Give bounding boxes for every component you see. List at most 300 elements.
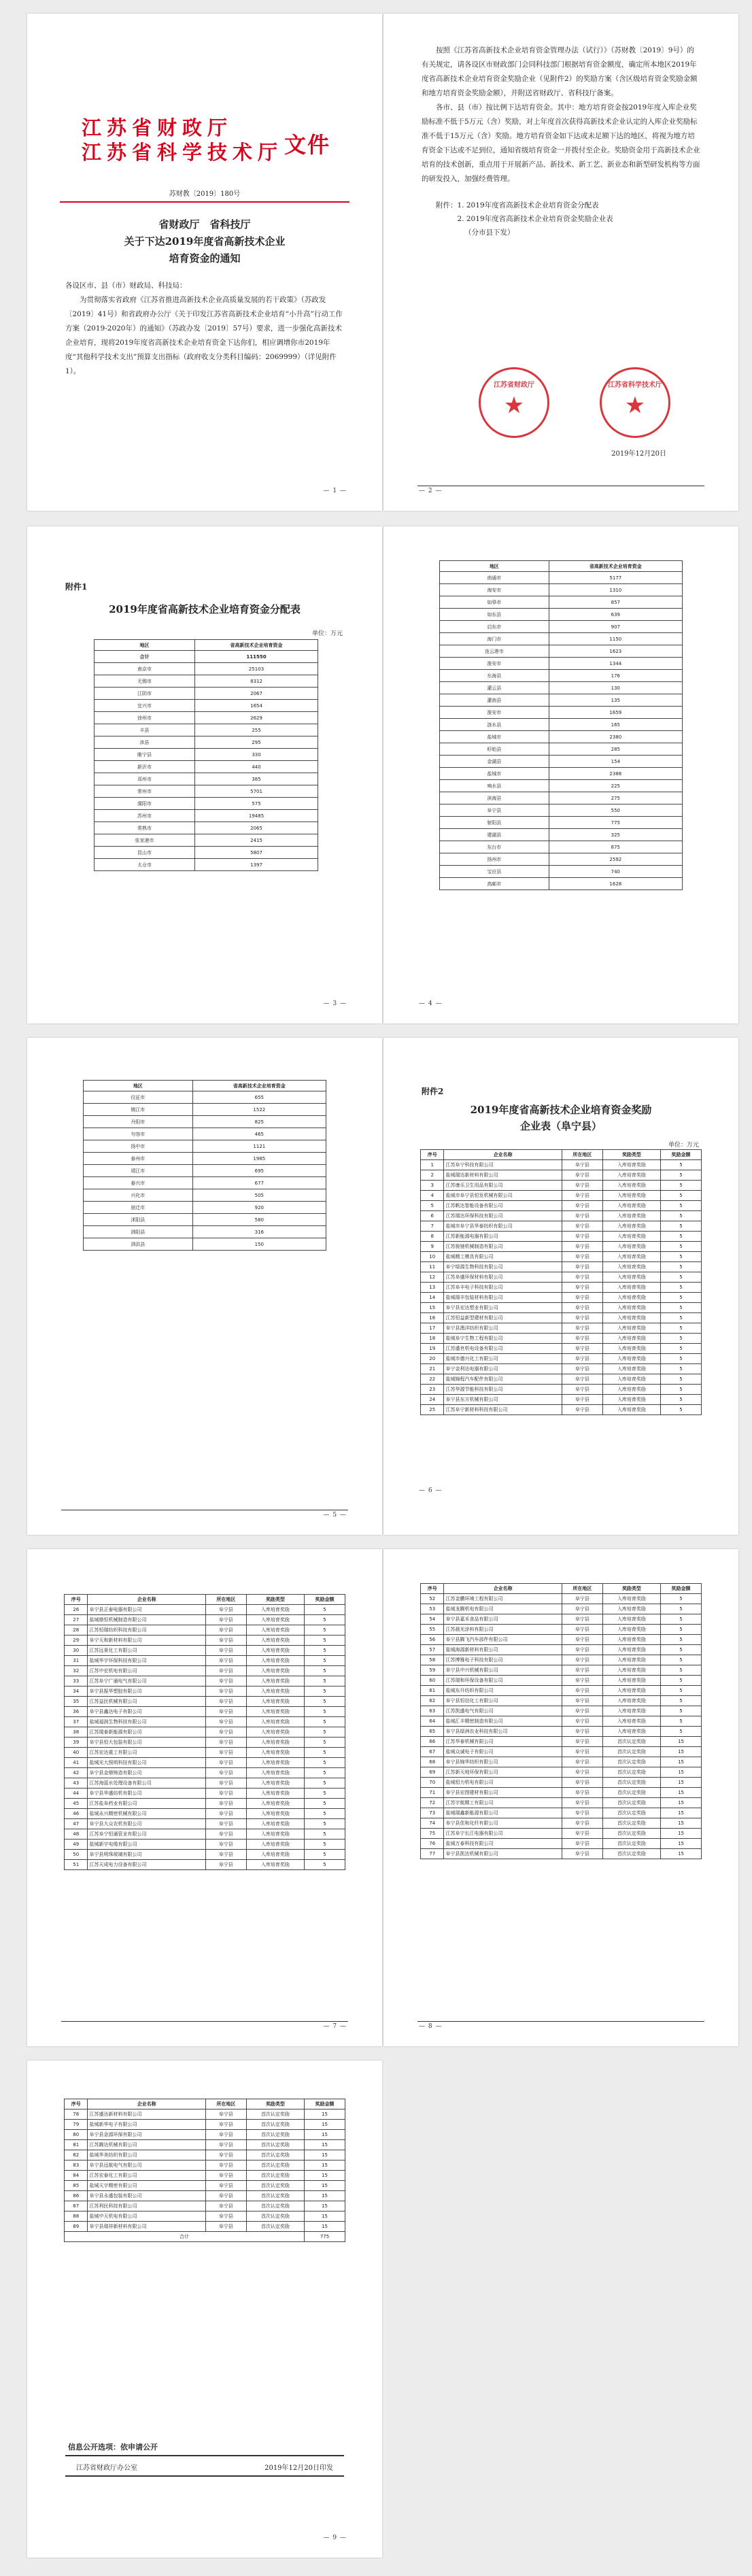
table-cell: 江苏盛达新材料有限公司 — [88, 2109, 205, 2120]
table-cell: 阜宁金利达电器有限公司 — [444, 1364, 562, 1374]
table-cell: 37 — [65, 1717, 88, 1727]
table-cell: 太仓市 — [95, 859, 195, 871]
table-row — [421, 1283, 702, 1293]
table-row — [421, 1354, 702, 1364]
table-cell: 阜宁县腾飞汽车部件有限公司 — [444, 1635, 562, 1645]
table-cell: 5 — [661, 1303, 702, 1313]
table-cell: 东海县 — [440, 670, 549, 682]
table-cell: 淮安市 — [440, 707, 549, 719]
table-cell: 靖江市 — [84, 1165, 193, 1177]
table-cell: 阜宁县恒信化工有限公司 — [444, 1696, 562, 1706]
table-cell: 5 — [305, 1656, 345, 1666]
table-row — [84, 1153, 326, 1165]
table-row — [421, 1334, 702, 1344]
column-header: 奖励金额 — [661, 1584, 702, 1594]
table-cell: 江苏海蓝水处理设备有限公司 — [88, 1778, 205, 1789]
table-row — [440, 584, 683, 596]
attachment-label: 附件2 — [422, 1087, 444, 1096]
table-cell: 阜宁县 — [562, 1364, 602, 1374]
table-cell: 入库培育奖励 — [602, 1181, 660, 1191]
page-number: — 1 — — [323, 488, 347, 494]
table-cell: 入库培育奖励 — [246, 1605, 304, 1615]
table-cell: 海安市 — [440, 584, 549, 596]
table-cell: 34 — [65, 1687, 88, 1697]
table-row — [440, 841, 683, 853]
table-row — [65, 2191, 345, 2201]
table-cell: 入库培育奖励 — [602, 1635, 660, 1645]
table-cell: 5 — [661, 1405, 702, 1415]
table-row — [65, 1840, 345, 1850]
paragraph-2: 各市、县（市）按比例下达培育资金。其中：地方培育资金按2019年度入库企业奖励标准不低于5万元（含）奖励，对上年度首次获得高新技术企业认定的入库企业奖励标准不低于15万元（含）奖励。地方培育资金如下达或未足额下达的地区，将视为地方培育资金下达或不足到位，通知省级培育资金一并拨付至企业。奖励资金用于高新技术企业培育的技术创新，重点用于开展新产品、新技术、新工艺、新业态和新型研发机构等方面的研发投入，加强经费管理。 — [422, 103, 700, 183]
table-row — [65, 2140, 345, 2150]
table-row — [440, 804, 683, 817]
table-cell: 25 — [421, 1405, 444, 1415]
table-row — [440, 743, 683, 756]
table-row — [421, 1747, 702, 1757]
table-cell: 18 — [421, 1334, 444, 1344]
table-cell: 阜宁县 — [562, 1767, 602, 1778]
table-cell: 入库培育奖励 — [602, 1696, 660, 1706]
table-cell: 盐城阜宁生物工程有限公司 — [444, 1334, 562, 1344]
table-cell: 首次认定奖励 — [246, 2191, 304, 2201]
table-cell: 15 — [421, 1303, 444, 1313]
column-header: 所在地区 — [562, 1584, 602, 1594]
table-cell: 5 — [305, 1758, 345, 1768]
table-cell: 58 — [421, 1655, 444, 1665]
table-cell: 85 — [65, 2181, 88, 2191]
table-row — [440, 719, 683, 731]
table-cell: 2067 — [195, 688, 318, 700]
table-cell: 5 — [661, 1727, 702, 1737]
table-cell: 盐城新华电子有限公司 — [88, 2120, 205, 2130]
table-cell: 入库培育奖励 — [602, 1716, 660, 1727]
table-row — [65, 1819, 345, 1829]
table-cell: 5 — [661, 1181, 702, 1191]
table-cell: 灌云县 — [440, 682, 549, 694]
table-cell: 宿迁市 — [84, 1202, 193, 1214]
table-cell: 5 — [661, 1706, 702, 1716]
table-cell: 阜宁县 — [562, 1839, 602, 1849]
table-cell: 首次认定奖励 — [246, 2201, 304, 2211]
footer-rule-bottom — [65, 2475, 344, 2477]
table-cell: 首次认定奖励 — [246, 2140, 304, 2150]
table-cell: 首次认定奖励 — [602, 1829, 660, 1839]
table-row — [421, 1252, 702, 1262]
table-cell: 15 — [305, 2150, 345, 2160]
table-row — [95, 736, 318, 749]
table-cell: 51 — [65, 1860, 88, 1870]
table-cell: 阜宁县 — [205, 2160, 246, 2171]
table-cell: 39 — [65, 1738, 88, 1748]
table-cell: 49 — [65, 1840, 88, 1850]
table-row — [421, 1808, 702, 1818]
table-cell: 泗洪县 — [84, 1238, 193, 1251]
table-cell: 盐城海源新材料有限公司 — [444, 1645, 562, 1655]
table-cell: 54 — [421, 1614, 444, 1625]
table-row — [440, 866, 683, 878]
table-cell: 30 — [65, 1646, 88, 1656]
table-cell: 5 — [305, 1768, 345, 1778]
table-cell: 5 — [661, 1645, 702, 1655]
table-row — [421, 1686, 702, 1696]
table-cell: 1397 — [195, 859, 318, 871]
table-cell: 825 — [192, 1116, 326, 1128]
table-cell: 镇江市 — [84, 1104, 193, 1116]
table-row — [65, 2109, 345, 2120]
table-cell: 阜宁县 — [205, 1840, 246, 1850]
table-cell: 15 — [305, 2140, 345, 2150]
table-cell: 5 — [305, 1819, 345, 1829]
table-cell: 83 — [65, 2160, 88, 2171]
table-cell: 盐城光大照明科技有限公司 — [88, 1758, 205, 1768]
table-row — [65, 1625, 345, 1636]
table-row — [95, 749, 318, 761]
table-cell: 13 — [421, 1283, 444, 1293]
table-cell: 阜宁县 — [562, 1385, 602, 1395]
table-cell: 阜宁县 — [205, 1778, 246, 1789]
table-cell: 5 — [305, 1738, 345, 1748]
table-cell: 15 — [661, 1798, 702, 1808]
table-row — [65, 2211, 345, 2222]
table-row — [65, 1646, 345, 1656]
table-cell: 19485 — [195, 810, 318, 822]
table-cell: 82 — [65, 2150, 88, 2160]
table-cell: 75 — [421, 1829, 444, 1839]
table-cell: 15 — [305, 2201, 345, 2211]
table-cell: 入库培育奖励 — [246, 1646, 304, 1656]
table-cell: 如皋市 — [440, 596, 549, 609]
table-cell: 295 — [195, 736, 318, 749]
table-cell: 阜宁县 — [562, 1405, 602, 1415]
table-cell: 阜宁县 — [562, 1334, 602, 1344]
table-cell: 5 — [661, 1323, 702, 1334]
table-row — [421, 1829, 702, 1839]
table-cell: 入库培育奖励 — [602, 1706, 660, 1716]
table-cell: 15 — [661, 1737, 702, 1747]
table-cell: 首次认定奖励 — [246, 2222, 304, 2232]
table-cell: 5 — [305, 1829, 345, 1840]
table-cell: 775 — [549, 817, 682, 829]
table-cell: 5 — [661, 1232, 702, 1242]
table-cell: 入库培育奖励 — [602, 1374, 660, 1385]
column-header: 奖励金额 — [305, 1595, 345, 1605]
table-cell: 15 — [661, 1849, 702, 1859]
table-cell: 阜宁县 — [205, 1636, 246, 1646]
table-cell: 5 — [661, 1665, 702, 1676]
table-row — [421, 1727, 702, 1737]
table-cell: 53 — [421, 1604, 444, 1614]
table-row — [65, 1605, 345, 1615]
table-cell: 入库培育奖励 — [246, 1615, 304, 1625]
table-cell: 阜宁县 — [205, 2150, 246, 2160]
table-cell: 阜宁县 — [562, 1232, 602, 1242]
table-cell: 677 — [192, 1177, 326, 1189]
table-row — [421, 1676, 702, 1686]
table-cell: 阜宁县 — [205, 1676, 246, 1687]
total-label: 合计 — [65, 2232, 305, 2242]
column-header: 奖励类型 — [602, 1584, 660, 1594]
table-cell: 16 — [421, 1313, 444, 1323]
table-row — [421, 1221, 702, 1232]
red-divider — [60, 201, 349, 203]
table-cell: 阜宁县 — [205, 1707, 246, 1717]
table-cell: 阜宁县 — [562, 1737, 602, 1747]
table-cell: 阜宁县 — [562, 1354, 602, 1364]
table-cell: 盐城万泰科技有限公司 — [444, 1839, 562, 1849]
table-row — [421, 1323, 702, 1334]
table-cell: 阜宁县 — [205, 1829, 246, 1840]
table-cell: 15 — [305, 2191, 345, 2201]
table-row — [95, 688, 318, 700]
table-cell: 150 — [192, 1238, 326, 1251]
table-cell: 阜宁县 — [562, 1201, 602, 1211]
table-row — [65, 1738, 345, 1748]
table-cell: 盐城市 — [440, 731, 549, 743]
table-cell: 入库培育奖励 — [602, 1232, 660, 1242]
table-cell: 5 — [305, 1625, 345, 1636]
table-cell: 857 — [549, 596, 682, 609]
table-row — [84, 1165, 326, 1177]
table-cell: 入库培育奖励 — [602, 1354, 660, 1364]
table-cell: 5 — [661, 1242, 702, 1252]
table-cell: 入库培育奖励 — [246, 1799, 304, 1809]
table-cell: 5 — [661, 1211, 702, 1221]
table-cell: 阜宁县 — [205, 2201, 246, 2211]
table-cell: 550 — [549, 804, 682, 817]
table-cell: 阜宁县 — [562, 1757, 602, 1767]
table-cell: 5 — [661, 1293, 702, 1303]
table-cell: 阜宁县宏图建材有限公司 — [444, 1788, 562, 1798]
table-cell: 655 — [192, 1091, 326, 1104]
table-cell: 淮安市 — [440, 658, 549, 670]
table-row — [440, 792, 683, 804]
title-line-3: 培育资金的通知 — [169, 252, 241, 265]
table-cell: 5 — [661, 1594, 702, 1604]
table-cell: 入库培育奖励 — [246, 1819, 304, 1829]
table-cell: 江苏阜宁长江电器有限公司 — [444, 1829, 562, 1839]
table-cell: 海门市 — [440, 633, 549, 645]
table-cell: 440 — [195, 761, 318, 773]
table-row — [65, 2171, 345, 2181]
table-cell: 66 — [421, 1737, 444, 1747]
table-cell: 入库培育奖励 — [602, 1221, 660, 1232]
document-page-8 — [383, 1549, 738, 2046]
table-cell: 385 — [195, 773, 318, 785]
table-cell: 入库培育奖励 — [246, 1850, 304, 1860]
table-cell: 入库培育奖励 — [246, 1636, 304, 1646]
table-cell: 77 — [421, 1849, 444, 1859]
table-cell: 5701 — [195, 785, 318, 798]
table-cell: 907 — [549, 621, 682, 633]
table-row — [65, 2222, 345, 2232]
table-cell: 阜宁县 — [562, 1614, 602, 1625]
table-cell: 阜宁县 — [562, 1818, 602, 1829]
table-cell: 7 — [421, 1221, 444, 1232]
page-number: — 9 — — [323, 2535, 347, 2541]
table-cell: 5 — [305, 1799, 345, 1809]
table-cell: 首次认定奖励 — [246, 2171, 304, 2181]
table-cell: 首次认定奖励 — [602, 1757, 660, 1767]
column-header: 所在地区 — [562, 1150, 602, 1160]
table-row — [421, 1201, 702, 1211]
table-row — [84, 1214, 326, 1226]
table-cell: 阜宁县 — [562, 1594, 602, 1604]
table-row — [84, 1091, 326, 1104]
table-row — [65, 1727, 345, 1738]
table-cell: 盐城市德兴化工有限公司 — [444, 1354, 562, 1364]
table-cell: 入库培育奖励 — [602, 1201, 660, 1211]
table-cell: 盐城天宇精密有限公司 — [88, 2181, 205, 2191]
table-cell: 盐城瑞达新材料有限公司 — [444, 1170, 562, 1181]
table-cell: 阜宁县 — [562, 1676, 602, 1686]
table-cell: 首次认定奖励 — [602, 1778, 660, 1788]
page-number: — 5 — — [323, 1512, 347, 1519]
table-cell: 合计 — [95, 651, 195, 663]
table-cell: 阜宁县正泰电器有限公司 — [88, 1605, 205, 1615]
document-number: 苏财教〔2019〕180号 — [169, 190, 241, 198]
table-cell: 阜宁县 — [205, 1748, 246, 1758]
document-page-4 — [383, 526, 738, 1023]
table-cell: 首次认定奖励 — [602, 1808, 660, 1818]
table-row — [440, 694, 683, 707]
table-cell: 阜宁县凯达机械有限公司 — [444, 1849, 562, 1859]
column-header: 所在地区 — [205, 1595, 246, 1605]
table-row — [421, 1170, 702, 1181]
attachment-2: 2. 2019年度省高新技术企业培育资金奖励企业表 — [457, 215, 613, 223]
table-cell: 江苏恒瑞纺织科技有限公司 — [88, 1625, 205, 1636]
table-cell: 5807 — [195, 847, 318, 859]
table-cell: 60 — [421, 1676, 444, 1686]
table-row — [421, 1665, 702, 1676]
table-cell: 首次认定奖励 — [246, 2160, 304, 2171]
column-header-region: 地区 — [95, 640, 195, 651]
table-cell: 宜兴市 — [95, 700, 195, 712]
table-cell: 阜宁县 — [562, 1665, 602, 1676]
page-number: — 3 — — [323, 1000, 347, 1007]
table-cell: 江苏益民机械有限公司 — [88, 1697, 205, 1707]
table-cell: 入库培育奖励 — [602, 1686, 660, 1696]
table-cell: 入库培育奖励 — [602, 1604, 660, 1614]
table-cell: 阜宁绿源生物科技有限公司 — [444, 1262, 562, 1272]
table-cell: 灌南县 — [440, 694, 549, 707]
table-cell: 63 — [421, 1706, 444, 1716]
table-cell: 1654 — [195, 700, 318, 712]
table-cell: 盐城市 — [440, 768, 549, 780]
table-cell: 2415 — [195, 834, 318, 847]
table-cell: 滨海县 — [440, 792, 549, 804]
column-header: 企业名称 — [444, 1150, 562, 1160]
table-cell: 5 — [661, 1334, 702, 1344]
table-cell: 阜宁县 — [562, 1829, 602, 1839]
table-cell: 阜宁县金鼎铸造有限公司 — [88, 1768, 205, 1778]
table-cell: 78 — [65, 2109, 88, 2120]
page-number: — 2 — — [419, 488, 443, 494]
table-cell: 江苏新天地环保有限公司 — [444, 1767, 562, 1778]
table-cell: 639 — [549, 609, 682, 621]
table-cell: 135 — [549, 694, 682, 707]
table-cell: 阜宁县 — [205, 1799, 246, 1809]
title-line-2: 关于下达2019年度省高新技术企业 — [124, 235, 286, 248]
table-cell: 32 — [65, 1666, 88, 1676]
table-cell: 15 — [661, 1767, 702, 1778]
addressee: 各设区市、县（市）财政局、科技局： — [65, 282, 187, 290]
table-cell: 38 — [65, 1727, 88, 1738]
table-cell: 阜宁县 — [562, 1374, 602, 1385]
table-cell: 15 — [661, 1757, 702, 1767]
table-cell: 南京市 — [95, 663, 195, 675]
table-cell: 阜宁县中兴机械有限公司 — [444, 1665, 562, 1676]
table-cell: 首次认定奖励 — [602, 1788, 660, 1798]
red-header — [82, 116, 340, 165]
column-header: 序号 — [421, 1584, 444, 1594]
table-cell: 15 — [661, 1818, 702, 1829]
table-cell: 阜宁县华盛纺机有限公司 — [88, 1789, 205, 1799]
table-row — [65, 2160, 345, 2171]
table-cell: 江苏盛世机电设备有限公司 — [444, 1344, 562, 1354]
table-cell: 阜宁县远航电气有限公司 — [88, 2160, 205, 2171]
table-cell: 1522 — [192, 1104, 326, 1116]
notice-body-continued — [422, 44, 700, 239]
table-cell: 阜宁县 — [205, 1789, 246, 1799]
table-cell: 盐城华宇环保科技有限公司 — [88, 1656, 205, 1666]
table-cell: 首次认定奖励 — [246, 2150, 304, 2160]
table-cell: 36 — [65, 1707, 88, 1717]
table-cell: 2629 — [195, 712, 318, 724]
table-cell: 5 — [305, 1809, 345, 1819]
table-cell: 2065 — [195, 822, 318, 834]
table-row — [440, 596, 683, 609]
table-cell: 15 — [305, 2222, 345, 2232]
table-cell: 苏州市 — [95, 810, 195, 822]
table-cell: 盐城华美纺织有限公司 — [88, 2150, 205, 2160]
table-cell: 25103 — [195, 663, 318, 675]
table-row — [421, 1303, 702, 1313]
table-row — [84, 1116, 326, 1128]
table-row — [95, 822, 318, 834]
table-cell: 江苏博雅电子科技有限公司 — [444, 1655, 562, 1665]
table-cell: 入库培育奖励 — [246, 1717, 304, 1727]
table-cell: 入库培育奖励 — [246, 1727, 304, 1738]
official-seals — [438, 367, 698, 458]
table-cell: 江苏宇航精工有限公司 — [444, 1798, 562, 1808]
table-row — [95, 675, 318, 688]
table-cell: 丰县 — [95, 724, 195, 736]
table-row — [84, 1202, 326, 1214]
table-cell: 首次认定奖励 — [602, 1818, 660, 1829]
table-cell: 盐城众诚电子有限公司 — [444, 1747, 562, 1757]
table-row — [421, 1242, 702, 1252]
table-cell: 79 — [65, 2120, 88, 2130]
table-cell: 5 — [305, 1676, 345, 1687]
column-header: 序号 — [65, 1595, 88, 1605]
column-header-amount: 省高新技术企业培育资金 — [549, 561, 682, 572]
table-cell: 盐城瑞鑫新能源有限公司 — [444, 1808, 562, 1818]
table-cell: 入库培育奖励 — [246, 1860, 304, 1870]
table-row — [84, 1128, 326, 1140]
finance-dept-seal: 江苏省财政厅 ★ — [479, 367, 549, 438]
table-cell: 阜宁县 — [562, 1395, 602, 1405]
table-cell: 330 — [195, 749, 318, 761]
table-row — [421, 1798, 702, 1808]
table-cell: 溧阳市 — [95, 798, 195, 810]
table-cell: 14 — [421, 1293, 444, 1303]
table-cell: 江苏华源节能科技有限公司 — [444, 1385, 562, 1395]
table-cell: 5 — [661, 1252, 702, 1262]
table-cell: 29 — [65, 1636, 88, 1646]
table-cell: 5 — [305, 1789, 345, 1799]
table-cell: 启东市 — [440, 621, 549, 633]
table-cell: 阜宁县 — [205, 1656, 246, 1666]
